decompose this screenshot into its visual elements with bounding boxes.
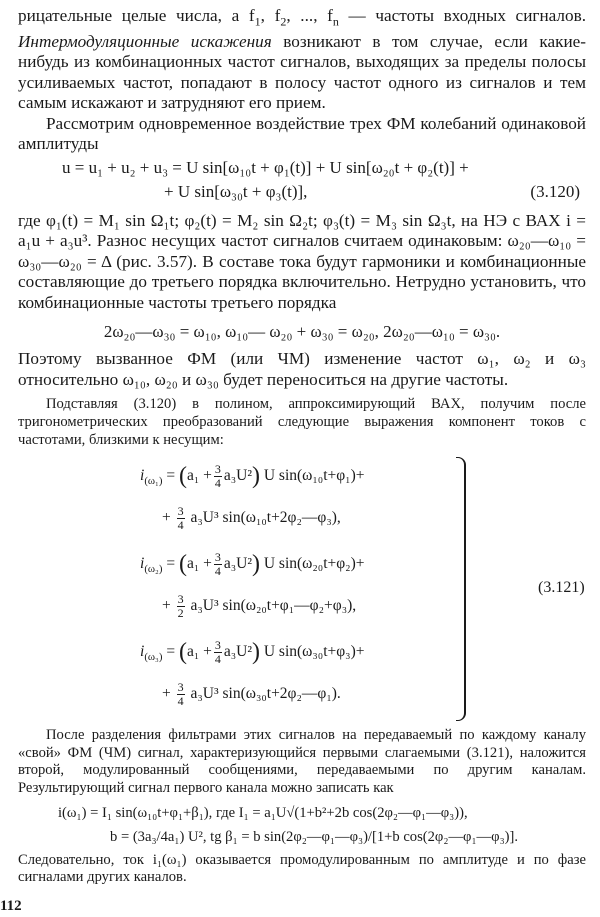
fraction-numerator: 3 xyxy=(177,504,184,519)
subscript: 1 xyxy=(254,14,261,29)
symbol: i xyxy=(140,467,145,485)
fraction-numerator: 3 xyxy=(177,680,184,695)
paragraph-after-separation: После разделения фильтрами этих сигналов на передаваемый по каждому каналу «свой» ФМ (ЧМ) сигнал, характеризующийся первыми слагаемыми (3.121), наложится второй, модулированный сообщениями, передаваемыми по другим каналам. Результирующий сигнал первого канала можно записать как xyxy=(18,727,586,796)
equation-line: + U sin[ω₃₀t + φ₃(t)], xyxy=(164,181,308,201)
italic-term: Интермодуляционные искажения xyxy=(18,31,272,51)
symbol: a₁ + xyxy=(186,643,212,661)
symbol: + xyxy=(162,685,171,703)
paragraph-substituting: Подставляя (3.120) в полином, аппроксимирующий ВАХ, получим после тригонометрических преобразований следующие выражения компонент токов с частотами, близкими к несущим: xyxy=(18,396,586,448)
equation-result-line1: i(ω₁) = I₁ sin(ω₁₀t+φ₁+β₁), где I₁ = a₁U√(1+b²+2b cos(2φ₂—φ₁—φ₃)), xyxy=(58,804,468,821)
symbol: a₃U³ sin(ω₃₀t+2φ₂—φ₁). xyxy=(186,685,341,703)
equation-line: $i_{(\omega_2)} = (a_1$ + $\frac{3}{4}$ a₃U²) U sin(ω₂₀t+φ₂)+ xyxy=(140,550,365,579)
equation-line xyxy=(162,505,341,532)
equation-line: $i_{(\omega_1)} = (a_1$ + $\frac{3}{4}$ a₃U²) U sin(ω₁₀t+φ₁)+ xyxy=(140,462,365,491)
paragraph-where: где φ₁(t) = M₁ sin Ω₁t; φ₂(t) = M₂ sin Ω₂t; φ₃(t) = M₃ sin Ω₃t, на НЭ с ВАХ i = a₁u + a₃u³. Разнос несущих частот сигналов считаем одинаковым: ω₂₀—ω₁₀ = ω₃₀—ω₂₀ = Δ (рис. 3.57). В составе тока будут гармоники и комбинационные составляющие до третьего порядка включительно. Нетрудно установить, что комбинационные частоты третьего порядка xyxy=(18,210,586,312)
fraction-numerator: 3 xyxy=(214,550,221,565)
fraction-denominator: 4 xyxy=(214,476,221,491)
subscript: (ω₂) xyxy=(144,563,163,576)
paragraph-consider: Рассмотрим одновременное воздействие трех ФМ колебаний одинаковой амплитуды xyxy=(18,113,586,154)
paragraph-conclusion: Следовательно, ток i₁(ω₁) оказывается промодулированным по амплитуде и по фазе сигналами других каналов. xyxy=(18,851,586,886)
symbol: + xyxy=(162,509,171,527)
symbol: a₁ + xyxy=(186,555,212,573)
symbol: a₁ + xyxy=(186,467,212,485)
fraction-numerator: 3 xyxy=(214,638,221,653)
fraction-denominator: 4 xyxy=(214,652,221,667)
equation-line: u = u₁ + u₂ + u₃ = U sin[ω₁₀t + φ₁(t)] + U sin[ω₂₀t + φ₂(t)] + xyxy=(62,157,469,177)
equation-system-3-121 xyxy=(18,455,586,727)
symbol: a₃U³ sin(ω₂₀t+φ₁—φ₂+φ₃), xyxy=(186,597,357,615)
equation-result-line2: b = (3a₃/4a₁) U², tg β₁ = b sin(2φ₂—φ₁—φ₃)/[1+b cos(2φ₂—φ₁—φ₃)]. xyxy=(110,828,519,845)
fraction-denominator: 4 xyxy=(177,518,184,533)
right-brace xyxy=(456,457,466,721)
fraction-numerator: 3 xyxy=(214,462,221,477)
fraction-denominator: 2 xyxy=(177,606,184,621)
symbol: + xyxy=(162,597,171,615)
page-number: 112 xyxy=(0,898,22,914)
symbol: a₃U² xyxy=(223,643,252,661)
symbol: i xyxy=(140,643,145,661)
symbol: a₃U³ sin(ω₁₀t+2φ₂—φ₃), xyxy=(186,509,341,527)
equation-3-120 xyxy=(18,157,586,205)
text-run: возникают в том случае, если какие-нибудь из комбинационных частот сигналов, выходящих за пределы полосы усиливаемых частот, попадают в полосу частот одного из сигналов и тем самым искажают и затрудняют его прием. xyxy=(18,31,586,113)
symbol: U sin(ω₁₀t+φ₁)+ xyxy=(259,467,365,485)
subscript: 2 xyxy=(280,14,287,29)
text-run: — частоты входных сигналов. xyxy=(338,6,586,25)
symbol: = xyxy=(162,555,179,573)
symbol: i xyxy=(140,555,145,573)
equation-line: $i_{(\omega_3)} = (a_1$ + $\frac{3}{4}$ a₃U²) U sin(ω₃₀t+φ₃)+ xyxy=(140,638,365,667)
equation-combination-frequencies: 2ω₂₀—ω₃₀ = ω₁₀, ω₁₀— ω₂₀ + ω₃₀ = ω₂₀, 2ω₂₀—ω₁₀ = ω₃₀. xyxy=(103,322,501,342)
fraction-denominator: 4 xyxy=(177,694,184,709)
symbol: a₃U² xyxy=(223,555,252,573)
paragraph-intro: рицательные целые числа, а $f_1$, $f_2$, ..., $f_n$ — частоты входных сигналов. Интермодуляционные искажения возникают в том случае, если какие-нибудь из комбинационных частот сигналов, выходящих за пределы полосы усиливаемых частот, попадают в полосу частот одного из сигналов и тем самым искажают и затрудняют его прием. xyxy=(18,6,586,113)
symbol: a₃U² xyxy=(223,467,252,485)
equation-line xyxy=(162,681,341,708)
page-content xyxy=(18,6,586,887)
symbol: U sin(ω₂₀t+φ₂)+ xyxy=(259,555,365,573)
subscript: n xyxy=(332,14,339,29)
equation-number: (3.120) xyxy=(530,181,580,201)
equation-line xyxy=(162,593,356,620)
subscript: (ω₁) xyxy=(144,475,163,488)
subscript: (ω₃) xyxy=(144,651,163,664)
paragraph-therefore: Поэтому вызванное ФМ (или ЧМ) изменение частот ω₁, ω₂ и ω₃ относительно ω₁₀, ω₂₀ и ω₃₀ будет переноситься на другие частоты. xyxy=(18,349,586,389)
symbol: = xyxy=(162,467,179,485)
fraction-numerator: 3 xyxy=(177,592,184,607)
fraction-denominator: 4 xyxy=(214,564,221,579)
symbol: = xyxy=(162,643,179,661)
equation-number: (3.121) xyxy=(538,579,585,597)
symbol: U sin(ω₃₀t+φ₃)+ xyxy=(259,643,365,661)
text-run: рицательные целые числа, а f xyxy=(18,6,255,25)
